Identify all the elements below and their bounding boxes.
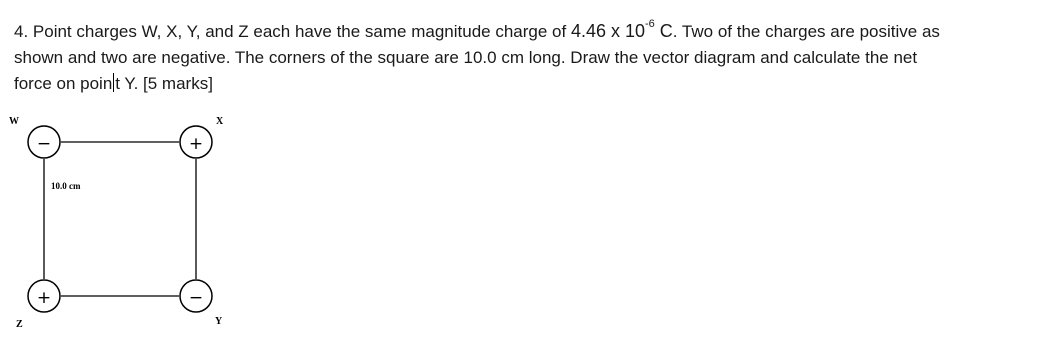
charge-y-label: Y xyxy=(215,316,223,327)
charge-mantissa: 4.46 x 10 xyxy=(570,21,645,41)
question-intro-end: . Two of the charges are positive as xyxy=(672,22,940,41)
charge-z xyxy=(16,280,60,330)
question-line-3-end: t Y. [5 marks] xyxy=(115,74,213,93)
charge-x-label: X xyxy=(216,116,224,127)
charge-w xyxy=(9,116,60,158)
charge-exponent: -6 xyxy=(645,18,655,30)
charge-z-sign: + xyxy=(36,288,52,308)
charge-w-sign: − xyxy=(36,134,52,154)
charge-z-label: Z xyxy=(16,319,23,330)
question-line-3-start: force on poin xyxy=(14,74,113,93)
charge-y xyxy=(180,280,223,327)
charge-x xyxy=(180,116,224,158)
question-line-2: shown and two are negative. The corners of the square are 10.0 cm long. Draw the vector diagram and calculate the net xyxy=(14,48,918,67)
charge-w-label: W xyxy=(9,116,19,127)
question-intro: 4. Point charges W, X, Y, and Z each have the same magnitude charge of xyxy=(14,22,571,41)
charge-unit: C xyxy=(654,21,673,41)
side-length-label: 10.0 cm xyxy=(51,181,81,191)
charge-x-sign: + xyxy=(188,134,204,154)
charge-y-sign: − xyxy=(188,288,204,308)
